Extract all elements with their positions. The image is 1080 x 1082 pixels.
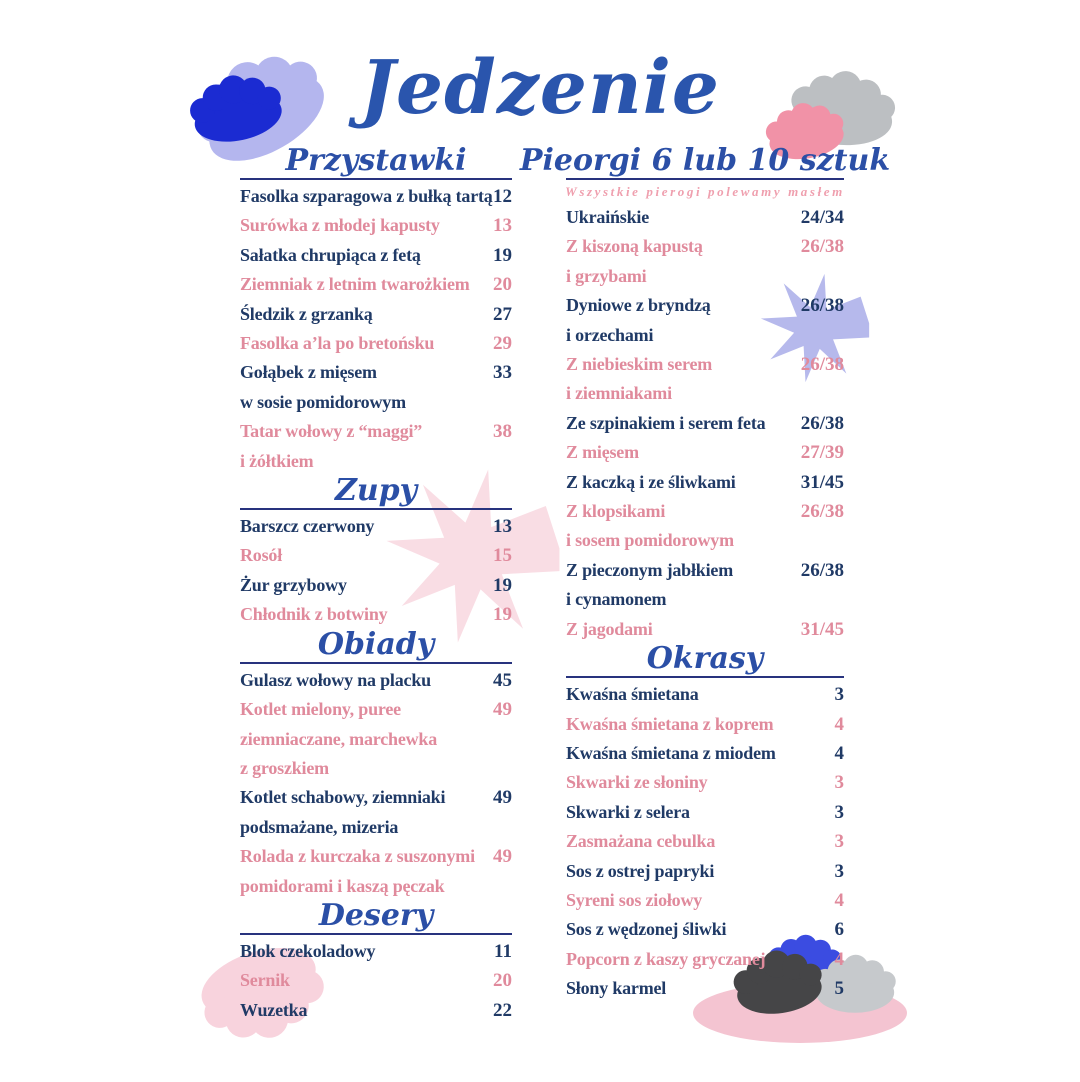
menu-item-price: 3: [834, 860, 844, 882]
menu-item-name-line: Surówka z młodej kapusty: [240, 215, 440, 236]
menu-item-price: 4: [834, 742, 844, 764]
section-header-label: Zupy: [334, 473, 418, 509]
menu-item-name-line: Rolada z kurczaka z suszonymi: [240, 846, 475, 867]
menu-column-right: [519, 143, 891, 1004]
menu-item-name-line: i orzechami: [566, 324, 654, 345]
menu-item-name-line: Popcorn z kaszy gryczanej: [566, 948, 766, 969]
menu-item-name: [240, 541, 512, 570]
menu-item: [566, 710, 844, 739]
menu-item-price: 19: [493, 604, 512, 626]
menu-item-name-line: z groszkiem: [240, 757, 329, 778]
menu-item-price: 26/38: [800, 236, 844, 258]
menu-item-price: 31/45: [800, 618, 844, 640]
menu-item: [566, 915, 844, 944]
menu-item-name-line: Chłodnik z botwiny: [240, 604, 388, 625]
menu-item-name-line: Śledzik z grzanką: [240, 303, 373, 324]
menu-item: [566, 468, 844, 497]
menu-item-price: 3: [834, 684, 844, 706]
menu-item: [240, 996, 512, 1025]
section-header-zupy: [240, 474, 512, 510]
menu-item: [240, 937, 512, 966]
menu-item: [240, 600, 512, 629]
menu-item-price: 26/38: [800, 412, 844, 434]
menu-item-name-line: Z mięsem: [566, 442, 639, 463]
menu-item: [566, 827, 844, 856]
menu-item: [240, 966, 512, 995]
menu-item-name-line: Sernik: [240, 970, 290, 991]
menu-item-name-line: Z niebieskim serem: [566, 354, 713, 375]
menu-item-name-line: Barszcz czerwony: [240, 516, 375, 537]
menu-item: [240, 666, 512, 695]
menu-item-name: [566, 739, 844, 768]
menu-item-name-line: Gołąbek z mięsem: [240, 362, 377, 383]
menu-item-name: [240, 241, 512, 270]
menu-item: [240, 842, 512, 901]
menu-item-price: 26/38: [800, 559, 844, 581]
menu-item-name: [240, 695, 512, 783]
menu-item-name-line: Zasmażana cebulka: [566, 831, 716, 852]
menu-item-price: 26/38: [800, 501, 844, 523]
menu-item-name-line: Blok czekoladowy: [240, 940, 376, 961]
menu-item-name-line: Kwaśna śmietana: [566, 684, 699, 705]
menu-item-name-line: Słony karmel: [566, 978, 667, 999]
menu-item-name-line: Tatar wołowy z “maggi”: [240, 421, 423, 442]
section-header-label: Przystawki: [285, 143, 467, 178]
menu-item: [240, 695, 512, 783]
menu-item-name-line: Dyniowe z bryndzą: [566, 295, 711, 316]
menu-item: [566, 556, 844, 615]
menu-item-name-line: Ukraińskie: [566, 207, 650, 227]
menu-column-left: [240, 143, 512, 1025]
menu-item-name-line: ziemniaczane, marchewka: [240, 728, 438, 749]
menu-item-name-line: i sosem pomidorowym: [566, 530, 734, 551]
menu-item: [566, 680, 844, 709]
menu-item-price: 3: [834, 772, 844, 794]
menu-item: [566, 615, 844, 644]
menu-item: [566, 232, 844, 291]
menu-item-price: 31/45: [800, 471, 844, 493]
menu-item-price: 33: [493, 362, 512, 384]
menu-item: [240, 300, 512, 329]
menu-item-name: [566, 768, 844, 797]
menu-item-price: 45: [493, 669, 512, 691]
menu-item-name-line: Kwaśna śmietana z koprem: [566, 713, 774, 734]
menu-item-name-line: Sos z wędzonej śliwki: [566, 919, 727, 940]
menu-item-name: [240, 666, 512, 695]
section-header-obiady: [240, 628, 512, 664]
menu-item-name: [566, 857, 844, 886]
menu-item-name-line: Z kaczką i ze śliwkami: [566, 471, 736, 492]
menu-item-name: [566, 945, 844, 974]
menu-item-price: 49: [493, 699, 512, 721]
menu-item-name-line: w sosie pomidorowym: [240, 391, 406, 412]
menu-item-name: [240, 783, 512, 842]
menu-item-price: 13: [493, 516, 512, 538]
menu-item: [566, 768, 844, 797]
section-subtitle: Wszystkie pierogi polewamy masłem: [565, 184, 845, 199]
menu-item: [566, 497, 844, 556]
menu-item-name-line: Kotlet mielony, puree: [240, 699, 401, 720]
menu-item-price: 3: [834, 801, 844, 823]
menu-item-price: 26/38: [800, 354, 844, 376]
menu-item-price: 49: [493, 846, 512, 868]
menu-item-name-line: Sałatka chrupiąca z fetą: [240, 244, 421, 265]
menu-item-name: [240, 211, 512, 240]
menu-item-name-line: i cynamonem: [566, 589, 667, 610]
menu-item: [240, 783, 512, 842]
menu-item-price: 49: [493, 787, 512, 809]
menu-item-price: 29: [493, 333, 512, 355]
menu-item: [566, 857, 844, 886]
menu-item-name: [566, 974, 844, 1003]
menu-item-price: 6: [834, 919, 844, 941]
menu-item-name: [240, 417, 512, 476]
menu-item-name-line: Fasolka szparagowa z bułką tartą: [240, 186, 493, 206]
menu-item-name: [240, 358, 512, 417]
menu-item: [240, 329, 512, 358]
menu-item-name: [240, 182, 512, 211]
menu-item-price: 20: [493, 970, 512, 992]
menu-item: [240, 211, 512, 240]
menu-item-price: 3: [834, 831, 844, 853]
menu-item-price: 19: [493, 244, 512, 266]
menu-item-name: [566, 680, 844, 709]
menu-item-name-line: Kotlet schabowy, ziemniaki: [240, 787, 446, 808]
menu-item-price: 20: [493, 274, 512, 296]
menu-item-name-line: Ziemniak z letnim twarożkiem: [240, 274, 470, 295]
menu-item-name-line: Skwarki z selera: [566, 801, 690, 822]
menu-item: [240, 417, 512, 476]
menu-item-price: 5: [834, 978, 844, 1000]
menu-item: [240, 512, 512, 541]
menu-item-price: 11: [494, 940, 512, 962]
menu-item: [240, 241, 512, 270]
menu-item-price: 19: [493, 574, 512, 596]
section-header-pieorgi-6-lub-10-sztuk: [519, 143, 891, 180]
menu-item-name-line: Wuzetka: [240, 999, 308, 1020]
menu-item-price: 15: [493, 545, 512, 567]
menu-item-price: 26/38: [800, 295, 844, 317]
section-header-okrasy: [566, 642, 844, 678]
menu-item-name: [566, 798, 844, 827]
menu-item-name-line: Z kiszoną kapustą: [566, 236, 703, 257]
menu-item-name-line: i ziemniakami: [566, 383, 672, 404]
menu-item-name: [240, 937, 512, 966]
menu-item: [566, 739, 844, 768]
menu-item-name: [240, 996, 512, 1025]
menu-item-name-line: Żur grzybowy: [240, 574, 347, 595]
menu-item-price: 24/34: [800, 207, 844, 228]
menu-item-name-line: Ze szpinakiem i serem feta: [566, 412, 766, 433]
menu-item: [240, 358, 512, 417]
menu-item: [566, 203, 844, 232]
menu-item: [566, 974, 844, 1003]
section-header-desery: [240, 899, 512, 935]
menu-item-name-line: Z pieczonym jabłkiem: [566, 559, 733, 580]
menu-item-name: [566, 827, 844, 856]
menu-item-name-line: i żółtkiem: [240, 450, 314, 471]
section-header-label: Okrasy: [646, 641, 764, 677]
menu-item: [566, 945, 844, 974]
menu-item-name-line: i grzybami: [566, 265, 647, 286]
menu-item: [240, 571, 512, 600]
menu-item-price: 4: [834, 948, 844, 970]
menu-item-price: 22: [493, 999, 512, 1021]
menu-item: [240, 182, 512, 211]
menu-item: [566, 291, 844, 350]
menu-item-price: 27/39: [800, 442, 844, 464]
menu-item-name-line: Gulasz wołowy na placku: [240, 669, 431, 690]
menu-item-price: 4: [834, 713, 844, 735]
menu-item: [566, 409, 844, 438]
menu-item-name-line: Syreni sos ziołowy: [566, 889, 703, 910]
menu-item-name-line: pomidorami i kaszą pęczak: [240, 875, 445, 896]
menu-item: [240, 541, 512, 570]
menu-title: Jedzenie: [360, 45, 720, 131]
menu-item: [566, 438, 844, 467]
menu-item-name-line: Z klopsikami: [566, 501, 666, 522]
menu-item-price: 38: [493, 421, 512, 443]
menu-item: [566, 350, 844, 409]
menu-item-price: 12: [493, 186, 512, 207]
menu-item-name-line: Skwarki ze słoniny: [566, 772, 708, 793]
section-header-label: Desery: [318, 897, 434, 933]
menu-item-name-line: Kwaśna śmietana z miodem: [566, 742, 776, 763]
menu-item-name-line: Fasolka a’la po bretońsku: [240, 333, 435, 354]
menu-item-name: [240, 600, 512, 629]
menu-item-name-line: Sos z ostrej papryki: [566, 860, 715, 881]
menu-item-price: 27: [493, 303, 512, 325]
menu-item-name: [240, 571, 512, 600]
menu-item-name: [240, 966, 512, 995]
menu-item-name-line: Z jagodami: [566, 618, 653, 639]
menu-item-name: [240, 842, 512, 901]
menu-item-name: [240, 270, 512, 299]
menu-item-name: [566, 915, 844, 944]
menu-item-price: 4: [834, 889, 844, 911]
section-header-przystawki: [240, 144, 512, 180]
menu-item-name: [240, 300, 512, 329]
menu-item: [566, 886, 844, 915]
section-header-label: Obiady: [317, 626, 435, 662]
menu-item: [240, 270, 512, 299]
menu-item-name: [566, 886, 844, 915]
section-header-label: Pieorgi 6 lub 10 sztuk: [519, 143, 891, 178]
menu-item-price: 13: [493, 215, 512, 237]
menu-item-name-line: Rosół: [240, 545, 283, 566]
menu-item-name-line: podsmażane, mizeria: [240, 816, 399, 837]
menu-item-name: [240, 329, 512, 358]
menu-item-name: [240, 512, 512, 541]
menu-item: [566, 798, 844, 827]
menu-item-name: [566, 710, 844, 739]
